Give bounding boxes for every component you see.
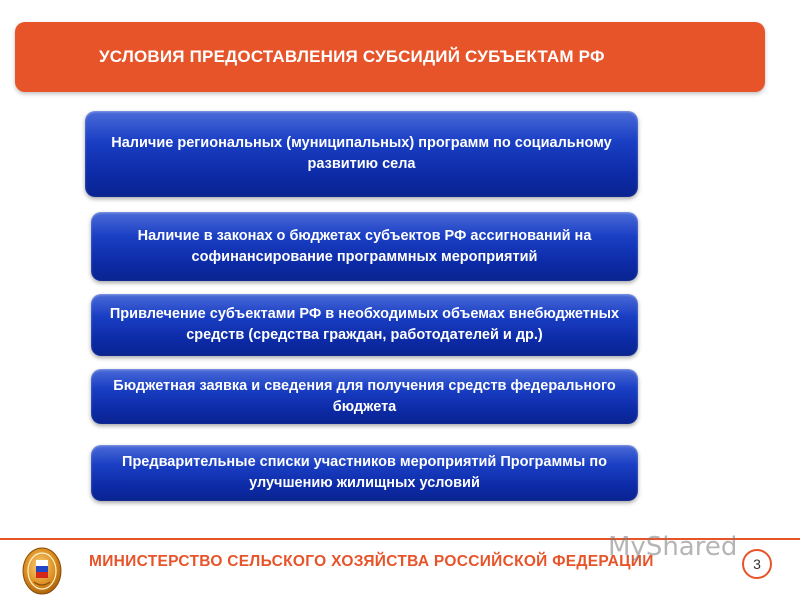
condition-box-extrabudgetary-funds [91, 294, 638, 356]
condition-text: Предварительные списки участников мероприятий Программы по улучшению жилищных условий [122, 454, 607, 491]
condition-text: Наличие региональных (муниципальных) программ по социальному развитию села [111, 135, 612, 172]
page-number-badge [742, 549, 772, 579]
ministry-emblem-icon [21, 546, 63, 596]
condition-text: Привлечение субъектами РФ в необходимых объемах внебюджетных средств (средства граждан, работодателей и др.) [109, 306, 620, 343]
condition-text: Наличие в законах о бюджетах субъектов РФ ассигнований на софинансирование программных мероприятий [137, 227, 592, 265]
ministry-name: МИНИСТЕРСТВО СЕЛЬСКОГО ХОЗЯЙСТВА РОССИЙСКОЙ ФЕДЕРАЦИИ [89, 553, 654, 570]
watermark-text: MyShared [608, 532, 738, 562]
condition-box-budget-request [91, 369, 638, 424]
condition-box-regional-programs [85, 111, 638, 197]
page-title: УСЛОВИЯ ПРЕДОСТАВЛЕНИЯ СУБСИДИЙ СУБЪЕКТАМ РФ [99, 47, 605, 66]
condition-box-budget-laws [91, 212, 638, 281]
title-banner [15, 22, 765, 92]
condition-text: Бюджетная заявка и сведения для получения средств федерального бюджета [113, 377, 616, 415]
page-number: 3 [753, 556, 761, 572]
condition-box-participant-lists [91, 445, 638, 501]
